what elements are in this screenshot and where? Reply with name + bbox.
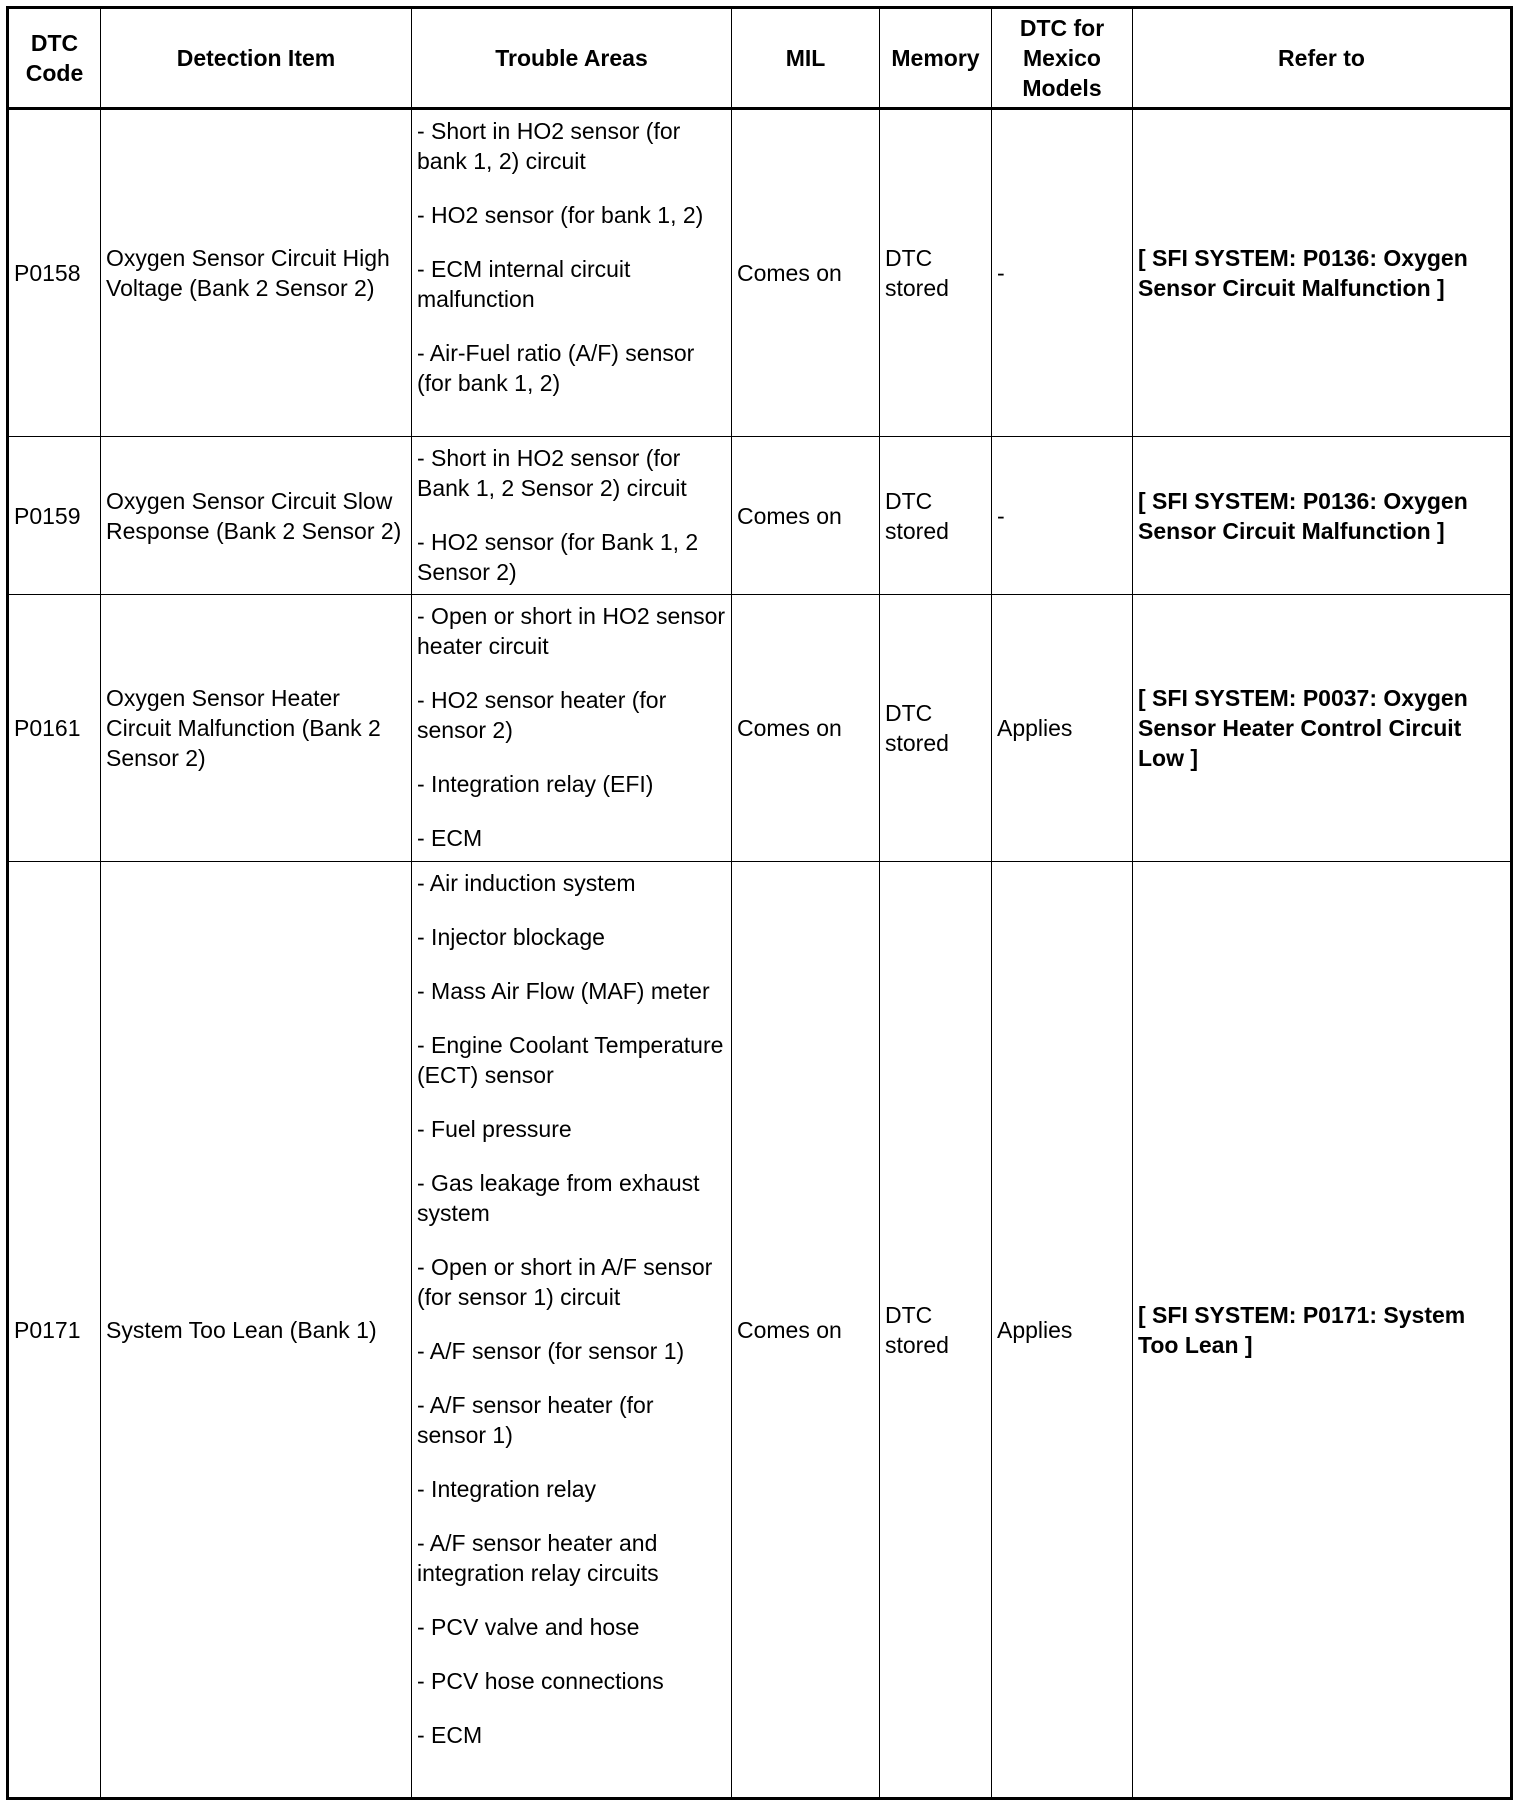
trouble-area-item: - Air induction system xyxy=(417,870,636,896)
table-row xyxy=(8,437,1512,595)
mil-cell: Comes on xyxy=(732,595,880,862)
trouble-area-item: - Short in HO2 sensor (for bank 1, 2) circuit xyxy=(417,118,681,174)
header-refer-to: Refer to xyxy=(1133,8,1512,109)
refer-to-cell: [ SFI SYSTEM: P0037: Oxygen Sensor Heater Control Circuit Low ] xyxy=(1133,595,1512,862)
trouble-area-item: - HO2 sensor (for Bank 1, 2 Sensor 2) xyxy=(417,529,699,585)
mil-cell: Comes on xyxy=(732,437,880,595)
table-row xyxy=(8,595,1512,862)
trouble-area-item: - Gas leakage from exhaust system xyxy=(417,1170,700,1226)
memory-cell: DTC stored xyxy=(880,109,992,437)
trouble-area-item: - A/F sensor heater (for sensor 1) xyxy=(417,1392,654,1448)
trouble-area-item: - Mass Air Flow (MAF) meter xyxy=(417,978,710,1004)
detection-item-cell: Oxygen Sensor Heater Circuit Malfunction (Bank 2 Sensor 2) xyxy=(101,595,412,862)
dtc-code-cell: P0171 xyxy=(8,862,101,1799)
mexico-models-cell: Applies xyxy=(992,862,1133,1799)
header-mil: MIL xyxy=(732,8,880,109)
table-row xyxy=(8,862,1512,1799)
header-trouble-areas: Trouble Areas xyxy=(412,8,732,109)
trouble-area-item: - PCV hose connections xyxy=(417,1668,664,1694)
trouble-area-item: - HO2 sensor (for bank 1, 2) xyxy=(417,202,704,228)
mexico-models-cell: Applies xyxy=(992,595,1133,862)
trouble-area-item: - ECM internal circuit malfunction xyxy=(417,256,631,312)
dtc-code-cell: P0158 xyxy=(8,109,101,437)
trouble-areas-cell xyxy=(412,595,732,862)
refer-to-cell: [ SFI SYSTEM: P0171: System Too Lean ] xyxy=(1133,862,1512,1799)
header-detection-item: Detection Item xyxy=(101,8,412,109)
header-row xyxy=(8,8,1512,109)
refer-to-cell: [ SFI SYSTEM: P0136: Oxygen Sensor Circuit Malfunction ] xyxy=(1133,437,1512,595)
trouble-area-item: - PCV valve and hose xyxy=(417,1614,640,1640)
trouble-area-item: - A/F sensor heater and integration relay circuits xyxy=(417,1530,659,1586)
trouble-area-item: - Integration relay (EFI) xyxy=(417,771,654,797)
header-memory: Memory xyxy=(880,8,992,109)
mil-cell: Comes on xyxy=(732,109,880,437)
refer-to-cell: [ SFI SYSTEM: P0136: Oxygen Sensor Circuit Malfunction ] xyxy=(1133,109,1512,437)
trouble-area-item: - Injector blockage xyxy=(417,924,605,950)
trouble-area-item: - HO2 sensor heater (for sensor 2) xyxy=(417,687,667,743)
memory-cell: DTC stored xyxy=(880,862,992,1799)
trouble-area-item: - ECM xyxy=(417,1722,483,1748)
trouble-areas-cell xyxy=(412,109,732,437)
header-dtc-code: DTC Code xyxy=(8,8,101,109)
trouble-areas-cell xyxy=(412,862,732,1799)
trouble-area-item: - ECM xyxy=(417,825,483,851)
dtc-table xyxy=(6,6,1513,1800)
detection-item-cell: System Too Lean (Bank 1) xyxy=(101,862,412,1799)
memory-cell: DTC stored xyxy=(880,437,992,595)
trouble-area-item: - A/F sensor (for sensor 1) xyxy=(417,1338,685,1364)
detection-item-cell: Oxygen Sensor Circuit High Voltage (Bank 2 Sensor 2) xyxy=(101,109,412,437)
trouble-area-item: - Integration relay xyxy=(417,1476,596,1502)
trouble-area-item: - Fuel pressure xyxy=(417,1116,572,1142)
dtc-code-cell: P0159 xyxy=(8,437,101,595)
trouble-area-item: - Air-Fuel ratio (A/F) sensor (for bank 1, 2) xyxy=(417,340,695,396)
trouble-area-item: - Open or short in A/F sensor (for sensor 1) circuit xyxy=(417,1254,713,1310)
header-mexico-models: DTC for Mexico Models xyxy=(992,8,1133,109)
memory-cell: DTC stored xyxy=(880,595,992,862)
trouble-area-item: - Engine Coolant Temperature (ECT) sensor xyxy=(417,1032,724,1088)
dtc-code-cell: P0161 xyxy=(8,595,101,862)
trouble-area-item: - Short in HO2 sensor (for Bank 1, 2 Sensor 2) circuit xyxy=(417,445,687,501)
trouble-area-item: - Open or short in HO2 sensor heater circuit xyxy=(417,603,726,659)
detection-item-cell: Oxygen Sensor Circuit Slow Response (Bank 2 Sensor 2) xyxy=(101,437,412,595)
mexico-models-cell: - xyxy=(992,437,1133,595)
table-body xyxy=(8,109,1512,1799)
mil-cell: Comes on xyxy=(732,862,880,1799)
table-row xyxy=(8,109,1512,437)
trouble-areas-cell xyxy=(412,437,732,595)
mexico-models-cell: - xyxy=(992,109,1133,437)
